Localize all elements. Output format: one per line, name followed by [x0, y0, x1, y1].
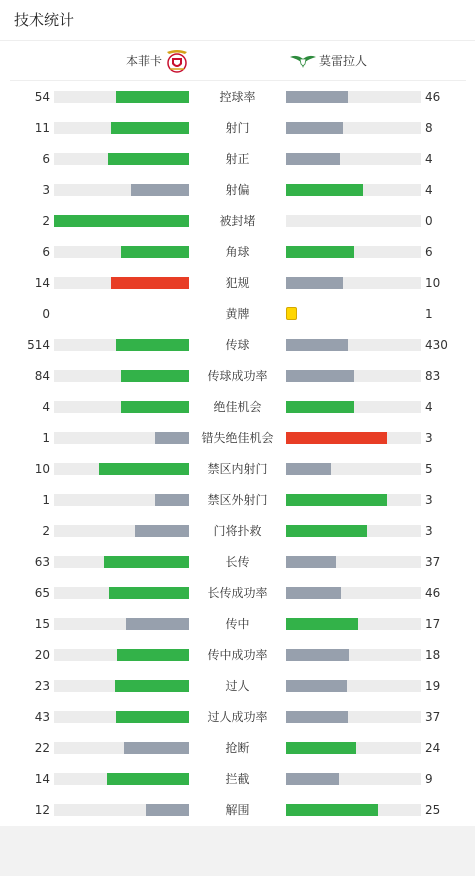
stat-label: 黄牌	[225, 307, 250, 321]
stat-label: 传中	[225, 617, 250, 631]
stat-label: 射偏	[225, 183, 250, 197]
stat-row	[0, 400, 475, 431]
home-stat-bar	[54, 494, 189, 506]
away-stat-bar	[286, 711, 421, 723]
home-stat-bar-fill	[131, 184, 189, 196]
home-stat-bar	[54, 122, 189, 134]
away-stat-bar	[286, 618, 421, 630]
away-stat-value: 37	[425, 710, 441, 724]
home-stat-bar	[54, 618, 189, 630]
stat-row	[0, 338, 475, 369]
home-stat-bar	[54, 277, 189, 289]
home-stat-bar	[54, 246, 189, 258]
away-stat-bar	[286, 215, 421, 227]
away-stat-bar-fill	[286, 742, 356, 754]
home-stat-bar-fill	[116, 711, 189, 723]
home-stat-bar-fill	[99, 463, 189, 475]
stat-label: 解围	[225, 803, 250, 817]
stat-label: 绝佳机会	[213, 400, 262, 414]
stat-row	[0, 586, 475, 617]
away-stat-bar	[286, 804, 421, 816]
away-stat-bar-fill	[286, 370, 354, 382]
home-stat-bar	[54, 215, 189, 227]
away-stat-bar-fill	[286, 773, 339, 785]
away-team-name: 莫雷拉人	[319, 54, 368, 68]
home-stat-value: 2	[42, 524, 50, 538]
away-stat-value: 4	[425, 183, 433, 197]
away-stat-bar	[286, 432, 421, 444]
stat-row	[0, 710, 475, 741]
stat-row	[0, 741, 475, 772]
home-stat-bar	[54, 649, 189, 661]
away-stat-bar-fill	[286, 277, 343, 289]
away-stat-bar	[286, 649, 421, 661]
teams-header	[10, 41, 466, 81]
home-stat-bar-fill	[54, 215, 189, 227]
home-stat-value: 43	[34, 710, 50, 724]
section-title: 技术统计	[14, 11, 75, 29]
away-stat-value: 83	[425, 369, 441, 383]
stat-row	[0, 276, 475, 307]
away-stat-bar-fill	[286, 556, 336, 568]
away-stat-value: 4	[425, 152, 433, 166]
away-stat-bar	[286, 339, 421, 351]
stat-row	[0, 307, 475, 338]
home-stat-bar-fill	[115, 680, 189, 692]
home-stat-bar-fill	[111, 122, 189, 134]
home-stat-bar	[54, 556, 189, 568]
home-stat-value: 12	[34, 803, 50, 817]
away-stat-value: 430	[425, 338, 448, 352]
stat-row	[0, 803, 475, 834]
stat-row	[0, 462, 475, 493]
stat-label: 射门	[225, 121, 250, 135]
away-stat-bar-fill	[286, 91, 348, 103]
home-stat-value: 1	[42, 431, 50, 445]
away-stat-bar-fill	[286, 804, 378, 816]
home-stat-bar-fill	[121, 370, 189, 382]
home-stat-value: 84	[34, 369, 50, 383]
away-stat-bar	[286, 773, 421, 785]
away-stat-value: 3	[425, 493, 433, 507]
away-stat-bar	[286, 401, 421, 413]
home-stat-value: 65	[34, 586, 50, 600]
away-stat-bar	[286, 184, 421, 196]
away-stat-bar-fill	[286, 525, 367, 537]
away-stat-bar-fill	[286, 401, 354, 413]
stat-row	[0, 152, 475, 183]
away-stat-bar-fill	[286, 680, 347, 692]
away-stat-bar-fill	[286, 153, 340, 165]
stat-label: 长传	[225, 555, 250, 569]
away-stat-bar-fill	[286, 432, 387, 444]
home-stat-bar-fill	[124, 742, 189, 754]
away-stat-value: 10	[425, 276, 441, 290]
away-stat-value: 46	[425, 586, 441, 600]
away-stat-value: 1	[425, 307, 433, 321]
home-stat-bar	[54, 773, 189, 785]
away-stat-bar	[286, 680, 421, 692]
stat-row	[0, 555, 475, 586]
home-stat-bar-fill	[146, 804, 189, 816]
stat-row	[0, 648, 475, 679]
home-stat-bar	[54, 91, 189, 103]
stat-row	[0, 90, 475, 121]
away-stat-bar-fill	[286, 711, 348, 723]
stat-row	[0, 679, 475, 710]
away-stat-bar	[286, 122, 421, 134]
away-stat-bar-fill	[286, 463, 331, 475]
stat-row	[0, 245, 475, 276]
home-stat-bar	[54, 153, 189, 165]
home-stat-value: 22	[34, 741, 50, 755]
home-stat-bar-fill	[126, 618, 189, 630]
home-stat-value: 63	[34, 555, 50, 569]
away-stat-bar-fill	[286, 587, 341, 599]
away-stat-value: 25	[425, 803, 441, 817]
away-stat-bar-fill	[286, 649, 349, 661]
home-stat-value: 3	[42, 183, 50, 197]
home-stat-bar	[54, 680, 189, 692]
home-stat-bar	[54, 432, 189, 444]
home-stat-value: 11	[34, 121, 50, 135]
home-stat-value: 10	[34, 462, 50, 476]
yellow-card-icon	[286, 307, 297, 320]
home-stat-bar	[54, 401, 189, 413]
home-stat-bar-fill	[116, 339, 189, 351]
home-stat-bar	[54, 525, 189, 537]
stat-label: 长传成功率	[207, 586, 268, 600]
stat-label: 禁区外射门	[207, 493, 268, 507]
away-stat-bar	[286, 556, 421, 568]
home-stat-value: 54	[34, 90, 50, 104]
benfica-crest-icon	[163, 47, 191, 75]
away-stat-bar-fill	[286, 246, 354, 258]
away-stat-value: 5	[425, 462, 433, 476]
home-stat-bar-fill	[155, 494, 189, 506]
home-stat-value: 1	[42, 493, 50, 507]
away-stat-value: 4	[425, 400, 433, 414]
away-stat-bar	[286, 246, 421, 258]
home-stat-value: 0	[42, 307, 50, 321]
home-stat-bar-fill	[111, 277, 189, 289]
away-stat-bar	[286, 370, 421, 382]
home-stat-bar-fill	[104, 556, 189, 568]
away-stat-bar	[286, 742, 421, 754]
stat-label: 犯规	[225, 276, 250, 290]
away-stat-value: 6	[425, 245, 433, 259]
home-stat-value: 6	[42, 245, 50, 259]
away-stat-bar-fill	[286, 618, 358, 630]
away-stat-value: 0	[425, 214, 433, 228]
stat-label: 传中成功率	[207, 648, 268, 662]
away-stat-bar	[286, 91, 421, 103]
away-stat-value: 17	[425, 617, 441, 631]
home-stat-bar	[54, 742, 189, 754]
away-stat-value: 9	[425, 772, 433, 786]
stat-label: 传球成功率	[207, 369, 268, 383]
stat-row	[0, 493, 475, 524]
home-stat-bar-fill	[135, 525, 189, 537]
home-team-name: 本菲卡	[125, 54, 162, 68]
home-stat-value: 4	[42, 400, 50, 414]
home-stat-value: 2	[42, 214, 50, 228]
home-stat-bar	[54, 711, 189, 723]
away-stat-bar-fill	[286, 494, 387, 506]
home-stat-bar	[54, 370, 189, 382]
stat-label: 控球率	[219, 90, 256, 104]
home-stat-bar-fill	[109, 587, 189, 599]
stat-row	[0, 183, 475, 214]
home-stat-bar	[54, 339, 189, 351]
away-stat-value: 19	[425, 679, 441, 693]
away-stat-value: 3	[425, 431, 433, 445]
home-stat-value: 6	[42, 152, 50, 166]
stat-row	[0, 772, 475, 803]
away-stat-bar	[286, 494, 421, 506]
stat-row	[0, 214, 475, 245]
home-stat-value: 14	[34, 772, 50, 786]
away-stat-value: 46	[425, 90, 441, 104]
away-stat-bar-fill	[286, 122, 343, 134]
stat-label: 过人	[225, 679, 250, 693]
stat-label: 抢断	[225, 741, 250, 755]
home-stat-value: 14	[34, 276, 50, 290]
home-stat-value: 23	[34, 679, 50, 693]
home-stat-bar	[54, 463, 189, 475]
home-stat-bar	[54, 587, 189, 599]
away-stat-bar	[286, 587, 421, 599]
away-stat-bar-fill	[286, 184, 363, 196]
stat-label: 射正	[225, 152, 250, 166]
stat-label: 被封堵	[219, 214, 256, 228]
home-stat-value: 15	[34, 617, 50, 631]
home-stat-value: 514	[27, 338, 50, 352]
home-stat-bar-fill	[121, 246, 189, 258]
home-stat-bar-fill	[107, 773, 189, 785]
home-stat-bar-fill	[108, 153, 189, 165]
stat-label: 禁区内射门	[207, 462, 268, 476]
stat-row	[0, 369, 475, 400]
away-stat-bar	[286, 463, 421, 475]
away-stat-value: 8	[425, 121, 433, 135]
away-stat-bar	[286, 277, 421, 289]
home-stat-bar-fill	[121, 401, 189, 413]
home-stat-bar	[54, 804, 189, 816]
stat-row	[0, 121, 475, 152]
away-stat-bar-fill	[286, 339, 348, 351]
moreirense-crest-icon	[289, 52, 317, 70]
away-stat-bar	[286, 153, 421, 165]
stat-label: 角球	[225, 245, 250, 259]
stat-label: 传球	[225, 338, 250, 352]
stat-label: 错失绝佳机会	[201, 431, 274, 445]
away-stat-value: 3	[425, 524, 433, 538]
stat-label: 拦截	[225, 772, 250, 786]
stat-row	[0, 617, 475, 648]
stat-label: 过人成功率	[207, 710, 268, 724]
stat-row	[0, 431, 475, 462]
away-stat-value: 24	[425, 741, 441, 755]
away-stat-value: 18	[425, 648, 441, 662]
home-stat-value: 20	[34, 648, 50, 662]
away-stat-bar	[286, 525, 421, 537]
away-stat-value: 37	[425, 555, 441, 569]
home-stat-bar-fill	[117, 649, 189, 661]
stat-label: 门将扑救	[213, 524, 262, 538]
home-stat-bar-fill	[155, 432, 189, 444]
stat-row	[0, 524, 475, 555]
home-stat-bar-fill	[116, 91, 189, 103]
home-stat-bar	[54, 184, 189, 196]
